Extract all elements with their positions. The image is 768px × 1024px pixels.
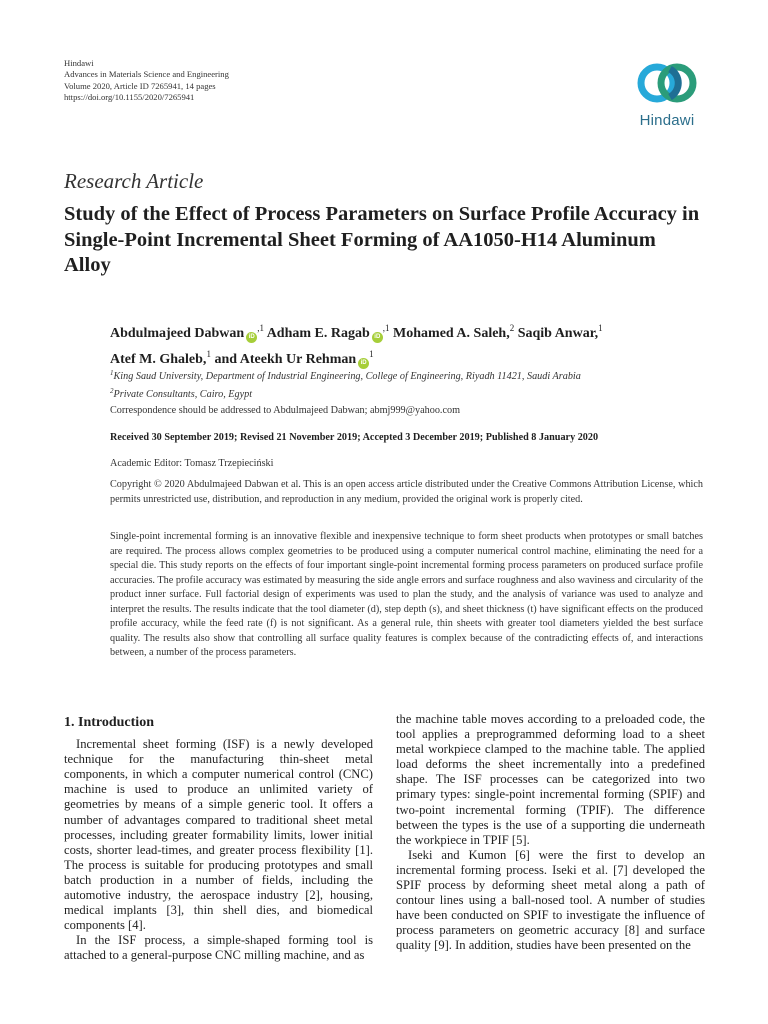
author-list: [110, 318, 720, 370]
orcid-icon[interactable]: iD: [358, 358, 369, 369]
affiliation-marker: 1: [206, 349, 211, 359]
article-title: Study of the Effect of Process Parameters on Surface Profile Accuracy in Single-Point Incremental Sheet Forming of AA1050-H14 Aluminum Alloy: [64, 203, 700, 276]
body-paragraph: Iseki and Kumon [6] were the first to develop an incremental forming process. Iseki et al. [7] developed the SPIF process by deforming sheet metal along a path of contour lines using a ball-nosed tool. A number of studies have been conducted on SPIF to investigate the influence of process parameters on geometric accuracy [8] and surface quality [9]. In addition, studies have been presented on the: [396, 847, 705, 953]
affiliation-marker: ,1: [257, 323, 264, 333]
author-name[interactable]: Adham E. Ragab: [266, 326, 370, 341]
abstract: Single-point incremental forming is an innovative flexible and inexpensive technique to form sheet products when prototypes or small batches are required. The process allows complex geometries to be produced using a computer numerical control machine, eliminating the need for a special die. This study reports on the effects of four important single-point incremental forming process parameters on produced surface profile accuracies. The profile accuracy was estimated by measuring the side angle errors and surface roughness and also waviness and circularity of the product inner surface. Full factorial design of experiments was used to plan the study, and the analysis of variance was used to analyze and interpret the results. The results indicate that the tool diameter (d), step depth (s), and sheet thickness (t) have significant effects on the produced profile accuracy, while the feed rate (f) is not significant. As a general rule, thin sheets with greater tool diameters yielded the best surface quality. The results also show that controlling all surface quality features is complex because of the contradicting effects of, and interactions between, a number of the process parameters.: [110, 531, 703, 658]
hindawi-logo-icon: [636, 58, 698, 108]
author-name[interactable]: Saqib Anwar,: [517, 326, 599, 341]
academic-editor: Academic Editor: Tomasz Trzepieciński: [110, 458, 274, 469]
body-paragraph: In the ISF process, a simple-shaped forming tool is attached to a general-purpose CNC milling machine, and as: [64, 933, 373, 963]
body-paragraph: the machine table moves according to a preloaded code, the tool applies a preprogrammed deforming load to a sheet metal workpiece clamped to the machine table. The applied load deforms the sheet incrementally into a predefined shape. The ISF processes can be categorized into two primary types: single-point incremental forming (SPIF) and two-point incremental forming (TPIF). The difference between the types is the use of a supporting die underneath the workpiece in TPIF [5].: [396, 712, 705, 847]
affiliation-line: $^2$Private Consultants, Cairo, Egypt: [110, 387, 253, 400]
logo-wordmark: Hindawi: [639, 112, 695, 129]
affiliations: [110, 366, 581, 402]
author-name[interactable]: Atef M. Ghaleb,: [110, 352, 207, 367]
publisher-name: Hindawi: [64, 58, 94, 68]
publication-dates: Received 30 September 2019; Revised 21 November 2019; Accepted 3 December 2019; Published 8 January 2020: [110, 432, 599, 443]
journal-name: Advances in Materials Science and Engineering: [64, 69, 229, 80]
article-type: Research Article: [64, 169, 204, 193]
affiliation-line: $^1$King Saud University, Department of Industrial Engineering, College of Engineering, Riyadh 11421, Saudi Arabia: [110, 369, 581, 382]
hindawi-logo: [622, 54, 712, 136]
orcid-icon[interactable]: iD: [246, 332, 257, 343]
copyright-notice: Copyright © 2020 Abdulmajeed Dabwan et al. This is an open access article distributed under the Creative Commons Attribution License, which permits unrestricted use, distribution, and reproduction in any medium, provided the original work is properly cited.: [110, 479, 703, 505]
orcid-icon[interactable]: iD: [372, 332, 383, 343]
correspondence: Correspondence should be addressed to Abdulmajeed Dabwan; abmj999@yahoo.com: [110, 405, 461, 416]
affiliation-marker: 1: [369, 349, 374, 359]
author-name[interactable]: Mohamed A. Saleh,: [393, 326, 510, 341]
body-column-left: [64, 712, 373, 964]
journal-header: [64, 58, 229, 104]
affiliation-marker: ,1: [382, 323, 390, 333]
section-heading: 1. Introduction: [64, 715, 154, 730]
affiliation-marker: 2: [509, 323, 515, 333]
affiliation-marker: 1: [598, 323, 603, 333]
body-column-right: [396, 712, 705, 954]
body-paragraph: Incremental sheet forming (ISF) is a newly developed technique for the manufacturing thin-sheet metal components, in which a computer numerical control (CNC) machine is used to produce an unlimited variety of geometries by means of a simple generic tool. It offers a number of advantages compared to traditional sheet metal processes, including greater formability limits, lower initial costs, shorter lead-times, and greater process flexibility [1]. The process is suitable for producing prototypes and small batch production in a number of fields, including the automotive industry, the aerospace industry [2], housing, medical implants [3], thin shell dies, and biomedical components [4].: [64, 737, 373, 933]
author-name[interactable]: Abdulmajeed Dabwan: [110, 326, 245, 341]
doi-link[interactable]: https://doi.org/10.1155/2020/7265941: [64, 92, 195, 103]
volume-info: Volume 2020, Article ID 7265941, 14 pages: [64, 80, 216, 91]
author-name[interactable]: and Ateekh Ur Rehman: [214, 352, 357, 367]
